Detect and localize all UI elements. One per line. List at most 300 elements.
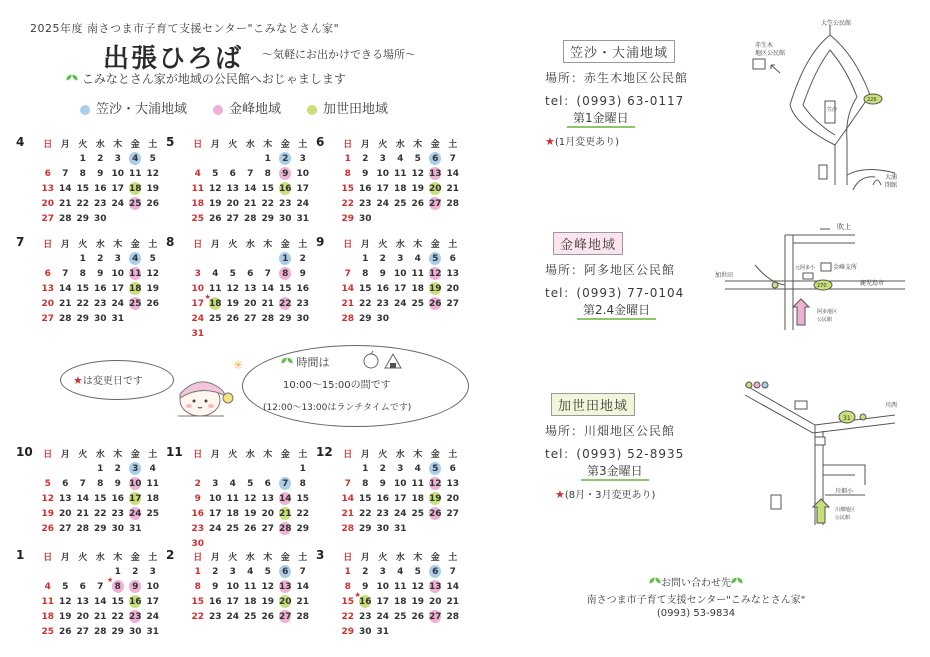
day-number: 16 <box>278 183 292 194</box>
empty-cell <box>189 251 207 266</box>
day-number: 28 <box>58 313 72 324</box>
calendar-day <box>277 491 295 506</box>
calendar-day <box>392 506 410 521</box>
calendar-day <box>224 296 242 311</box>
day-number: 29 <box>296 523 310 534</box>
weekday-header: 金 <box>430 450 440 460</box>
calendar-day <box>57 491 75 506</box>
calendar-day <box>242 594 260 609</box>
calendar-day <box>392 281 410 296</box>
day-number: 11 <box>128 268 142 279</box>
calendar-grid <box>39 136 162 226</box>
day-number: 28 <box>341 313 355 324</box>
day-number: 18 <box>146 493 160 504</box>
weekday-header: 火 <box>78 240 88 250</box>
day-number: 8 <box>97 478 104 489</box>
calendar-day <box>127 296 145 311</box>
calendar-day <box>392 296 410 311</box>
calendar-day <box>57 196 75 211</box>
calendar-day <box>207 579 225 594</box>
day-number: 2 <box>212 566 219 577</box>
contact-org: 南さつま市子育て支援センター"こみなとさん家" <box>586 595 806 606</box>
calendar-day <box>392 196 410 211</box>
calendar-day <box>144 251 162 266</box>
day-number: 22 <box>296 508 310 519</box>
sprout-icon <box>66 74 78 83</box>
day-number: 20 <box>446 493 460 504</box>
day-number: 21 <box>58 198 72 209</box>
month-number: 6 <box>316 135 325 149</box>
day-number: 20 <box>243 298 257 309</box>
calendar-day <box>127 594 145 609</box>
day-number: 12 <box>411 168 425 179</box>
weekday-header: 日 <box>43 240 53 250</box>
day-number: 2 <box>97 153 104 164</box>
day-number: 4 <box>229 478 236 489</box>
star-note-bubble <box>60 360 174 400</box>
weekday-header: 水 <box>95 553 105 563</box>
calendar-day <box>427 609 445 624</box>
weekday-header: 水 <box>245 450 255 460</box>
day-number: 5 <box>149 253 156 264</box>
day-number: 4 <box>44 581 51 592</box>
calendar-day <box>294 311 312 326</box>
day-number: 20 <box>261 508 275 519</box>
calendar-day <box>92 251 110 266</box>
calendar-day <box>39 296 57 311</box>
calendar-day <box>207 181 225 196</box>
empty-cell <box>74 461 92 476</box>
day-number: 14 <box>341 283 355 294</box>
day-number: 27 <box>41 213 55 224</box>
calendar-day <box>224 476 242 491</box>
day-number: 26 <box>41 523 55 534</box>
calendar-day <box>144 609 162 624</box>
month-number: 5 <box>166 135 175 149</box>
calendar-day <box>294 196 312 211</box>
calendar-day <box>374 251 392 266</box>
calendar-day <box>39 281 57 296</box>
weekday-header: 火 <box>228 240 238 250</box>
day-number: 28 <box>278 523 292 534</box>
sprout-icon <box>731 577 743 586</box>
calendar-day <box>109 491 127 506</box>
day-number: 2 <box>97 253 104 264</box>
day-number: 18 <box>393 596 407 607</box>
calendar-day <box>109 181 127 196</box>
day-number: 13 <box>278 581 292 592</box>
calendar-day <box>74 311 92 326</box>
calendar-day <box>409 491 427 506</box>
calendar-day <box>374 564 392 579</box>
calendar-day <box>74 579 92 594</box>
calendar-day <box>392 521 410 536</box>
calendar-day <box>277 296 295 311</box>
day-number: 22 <box>278 298 292 309</box>
day-number: 16 <box>358 183 372 194</box>
weekday-header: 日 <box>343 553 353 563</box>
day-number: 5 <box>432 253 439 264</box>
day-number: 27 <box>41 313 55 324</box>
day-number: 15 <box>341 183 355 194</box>
day-number: 14 <box>261 283 275 294</box>
calendar-day <box>392 266 410 281</box>
day-number: 20 <box>41 298 55 309</box>
star-note-text: は変更日です <box>82 376 143 387</box>
day-number: 5 <box>212 168 219 179</box>
day-number: 21 <box>278 508 292 519</box>
area-day: 第2.4金曜日 <box>577 301 656 320</box>
calendar-day <box>294 491 312 506</box>
day-number: 22 <box>191 611 205 622</box>
calendar-day <box>444 564 462 579</box>
sprout-icon <box>281 357 293 366</box>
day-number: 15 <box>76 283 90 294</box>
day-number: 28 <box>296 611 310 622</box>
calendar-day <box>207 266 225 281</box>
calendar-day <box>144 166 162 181</box>
legend <box>80 98 388 117</box>
weekday-header: 水 <box>245 140 255 150</box>
day-number: 23 <box>376 298 390 309</box>
blue-dot-icon <box>80 105 90 115</box>
day-number: 5 <box>229 268 236 279</box>
calendar-day <box>294 151 312 166</box>
calendar-day <box>259 506 277 521</box>
calendar-day <box>92 266 110 281</box>
star-icon: ★ <box>107 576 114 584</box>
day-number: 21 <box>76 508 90 519</box>
day-number: 31 <box>393 523 407 534</box>
calendar-day <box>127 579 145 594</box>
calendar-grid <box>339 136 462 226</box>
calendar-day <box>207 196 225 211</box>
day-number: 23 <box>93 198 107 209</box>
day-number: 19 <box>146 283 160 294</box>
day-number: 24 <box>146 611 160 622</box>
day-number: 12 <box>58 596 72 607</box>
day-number: 6 <box>62 478 69 489</box>
svg-text:川西: 川西 <box>885 402 898 409</box>
calendar-day <box>427 491 445 506</box>
empty-cell <box>259 461 277 476</box>
calendar-day <box>144 296 162 311</box>
calendar-day <box>374 266 392 281</box>
calendar-day <box>427 594 445 609</box>
calendar-day <box>357 564 375 579</box>
calendar-day <box>242 181 260 196</box>
day-number: 7 <box>282 478 289 489</box>
calendar-day <box>392 579 410 594</box>
calendar-day <box>409 196 427 211</box>
day-number: 26 <box>428 508 442 519</box>
day-number: 3 <box>229 566 236 577</box>
calendar-day <box>109 506 127 521</box>
calendar-day <box>39 476 57 491</box>
calendar-day <box>224 281 242 296</box>
day-number: 13 <box>261 493 275 504</box>
day-number: 22 <box>358 508 372 519</box>
calendar-day <box>224 491 242 506</box>
day-number: 27 <box>428 198 442 209</box>
day-number: 31 <box>128 523 142 534</box>
calendar-day <box>374 296 392 311</box>
calendar-day <box>374 461 392 476</box>
calendar-day <box>109 624 127 639</box>
day-number: 6 <box>44 268 51 279</box>
day-number: 8 <box>79 168 86 179</box>
calendar-day <box>109 281 127 296</box>
calendar-day <box>127 506 145 521</box>
weekday-header: 火 <box>78 450 88 460</box>
day-number: 14 <box>76 493 90 504</box>
day-number: 26 <box>411 198 425 209</box>
contact-title: お問い合わせ先 <box>661 578 731 589</box>
calendar-day <box>294 521 312 536</box>
day-number: 25 <box>226 523 240 534</box>
weekday-header: 月 <box>210 553 220 563</box>
day-number: 9 <box>132 581 139 592</box>
day-number: 23 <box>358 611 372 622</box>
calendar-day <box>259 579 277 594</box>
calendar-day <box>92 151 110 166</box>
calendar-day <box>392 166 410 181</box>
empty-cell <box>57 251 75 266</box>
empty-cell <box>39 461 57 476</box>
calendar-day <box>277 196 295 211</box>
day-number: 11 <box>128 168 142 179</box>
day-number: 12 <box>261 581 275 592</box>
day-number: 17 <box>191 298 205 309</box>
weekday-header: 月 <box>360 553 370 563</box>
calendar-day <box>109 151 127 166</box>
day-number: 15 <box>358 283 372 294</box>
day-number: 1 <box>194 566 201 577</box>
calendar-day <box>339 564 357 579</box>
weekday-header: 月 <box>210 450 220 460</box>
calendar-day <box>427 251 445 266</box>
calendar-day <box>409 266 427 281</box>
empty-cell <box>207 251 225 266</box>
calendar-day <box>339 151 357 166</box>
month-number: 10 <box>16 445 33 459</box>
hours-text: 10:00～15:00の間です <box>283 380 391 391</box>
day-number: 19 <box>226 298 240 309</box>
day-number: 6 <box>432 153 439 164</box>
calendar-day <box>339 491 357 506</box>
calendar-day <box>357 296 375 311</box>
day-number: 9 <box>299 268 306 279</box>
day-number: 10 <box>226 581 240 592</box>
month-number: 7 <box>16 235 25 249</box>
calendar-day <box>294 594 312 609</box>
calendar-day <box>242 211 260 226</box>
contact-tel: (0993) 53-9834 <box>656 608 736 619</box>
calendar-day <box>259 166 277 181</box>
day-number: 19 <box>428 493 442 504</box>
calendar-day <box>444 594 462 609</box>
day-number: 16 <box>358 596 372 607</box>
day-number: 26 <box>146 298 160 309</box>
month-number: 1 <box>16 548 25 562</box>
calendar-day <box>444 579 462 594</box>
weekday-header: 火 <box>78 553 88 563</box>
calendar-day <box>189 266 207 281</box>
calendar-day <box>277 181 295 196</box>
weekday-header: 火 <box>228 140 238 150</box>
day-number: 2 <box>362 566 369 577</box>
calendar-day <box>294 506 312 521</box>
month-number: 2 <box>166 548 175 562</box>
day-number: 10 <box>376 168 390 179</box>
empty-cell <box>277 461 295 476</box>
day-number: 10 <box>376 581 390 592</box>
day-number: 8 <box>299 478 306 489</box>
calendar-day <box>127 476 145 491</box>
day-number: 17 <box>128 493 142 504</box>
calendar-day <box>339 521 357 536</box>
weekday-header: 金 <box>280 140 290 150</box>
empty-cell <box>242 151 260 166</box>
weekday-header: 水 <box>95 240 105 250</box>
day-number: 2 <box>379 463 386 474</box>
day-number: 29 <box>261 213 275 224</box>
area-kinpo <box>545 232 720 320</box>
empty-cell <box>39 251 57 266</box>
calendar-day <box>427 196 445 211</box>
calendar-day <box>409 151 427 166</box>
calendar-day <box>259 311 277 326</box>
day-number: 21 <box>341 298 355 309</box>
calendar-day <box>242 506 260 521</box>
calendar-day <box>189 579 207 594</box>
day-number: 29 <box>341 213 355 224</box>
calendar-day <box>57 579 75 594</box>
day-number: 31 <box>146 626 160 637</box>
day-number: 31 <box>111 313 125 324</box>
calendar-day <box>242 311 260 326</box>
calendar-day <box>207 311 225 326</box>
day-number: 5 <box>247 478 254 489</box>
day-number: 12 <box>243 493 257 504</box>
calendar-day <box>444 296 462 311</box>
calendar-day <box>357 311 375 326</box>
calendar-day <box>374 491 392 506</box>
day-number: 26 <box>261 611 275 622</box>
day-number: 10 <box>393 268 407 279</box>
calendar-day <box>57 476 75 491</box>
weekday-header: 木 <box>113 140 123 150</box>
calendar-day <box>92 476 110 491</box>
day-number: 7 <box>79 478 86 489</box>
day-number: 30 <box>93 213 107 224</box>
day-number: 26 <box>428 298 442 309</box>
empty-cell <box>242 461 260 476</box>
svg-text:大笠公民館: 大笠公民館 <box>821 20 852 27</box>
weekday-header: 日 <box>193 450 203 460</box>
calendar-grid <box>189 236 312 341</box>
day-number: 5 <box>432 463 439 474</box>
calendar-day <box>207 609 225 624</box>
weekday-header: 水 <box>395 240 405 250</box>
calendar-day <box>409 609 427 624</box>
day-number: 18 <box>226 508 240 519</box>
calendar-day <box>127 521 145 536</box>
day-number: 4 <box>414 253 421 264</box>
day-number: 30 <box>296 313 310 324</box>
day-number: 8 <box>264 168 271 179</box>
empty-cell <box>57 564 75 579</box>
day-number: 22 <box>76 198 90 209</box>
calendar-day <box>339 281 357 296</box>
day-number: 27 <box>261 523 275 534</box>
calendar-day <box>127 624 145 639</box>
calendar-day <box>144 506 162 521</box>
day-number: 2 <box>379 253 386 264</box>
weekday-header: 日 <box>43 553 53 563</box>
day-number: 9 <box>379 478 386 489</box>
calendar-day <box>39 266 57 281</box>
day-number: 6 <box>44 168 51 179</box>
day-number: 27 <box>76 626 90 637</box>
calendar-day <box>277 476 295 491</box>
time-info-bubble <box>242 345 469 427</box>
day-number: 19 <box>243 508 257 519</box>
calendar-day <box>374 624 392 639</box>
calendar-day <box>74 609 92 624</box>
calendar-grid <box>189 136 312 226</box>
weekday-header: 土 <box>148 140 158 150</box>
area-tel: tel：(0993) 77-0104 <box>545 286 685 300</box>
calendar-day <box>392 491 410 506</box>
day-number: 11 <box>191 183 205 194</box>
day-number: 22 <box>111 611 125 622</box>
calendar-day <box>189 166 207 181</box>
calendar-day <box>354 591 375 609</box>
weekday-header: 金 <box>130 553 140 563</box>
calendar-day <box>39 181 57 196</box>
day-number: 6 <box>449 463 456 474</box>
empty-cell <box>189 151 207 166</box>
day-number: 15 <box>76 183 90 194</box>
day-number: 10 <box>296 168 310 179</box>
area-note: (8月・3月変更あり) <box>564 490 656 501</box>
weekday-header: 水 <box>395 450 405 460</box>
weekday-header: 日 <box>43 140 53 150</box>
calendar-day <box>259 151 277 166</box>
calendar-day <box>92 461 110 476</box>
day-number: 31 <box>376 626 390 637</box>
month-number: 12 <box>316 445 333 459</box>
day-number: 8 <box>114 581 121 592</box>
weekday-header: 火 <box>228 553 238 563</box>
day-number: 9 <box>114 478 121 489</box>
weekday-header: 月 <box>360 240 370 250</box>
day-number: 1 <box>79 153 86 164</box>
month-number: 8 <box>166 235 175 249</box>
weekday-header: 日 <box>193 240 203 250</box>
day-number: 31 <box>296 213 310 224</box>
day-number: 13 <box>428 581 442 592</box>
svg-text:元阿多小: 元阿多小 <box>795 265 816 271</box>
day-number: 24 <box>226 611 240 622</box>
day-number: 3 <box>114 253 121 264</box>
calendar-day <box>242 579 260 594</box>
day-number: 17 <box>376 183 390 194</box>
day-number: 9 <box>212 581 219 592</box>
star-icon: ★ <box>555 488 565 501</box>
calendar-day <box>339 311 357 326</box>
